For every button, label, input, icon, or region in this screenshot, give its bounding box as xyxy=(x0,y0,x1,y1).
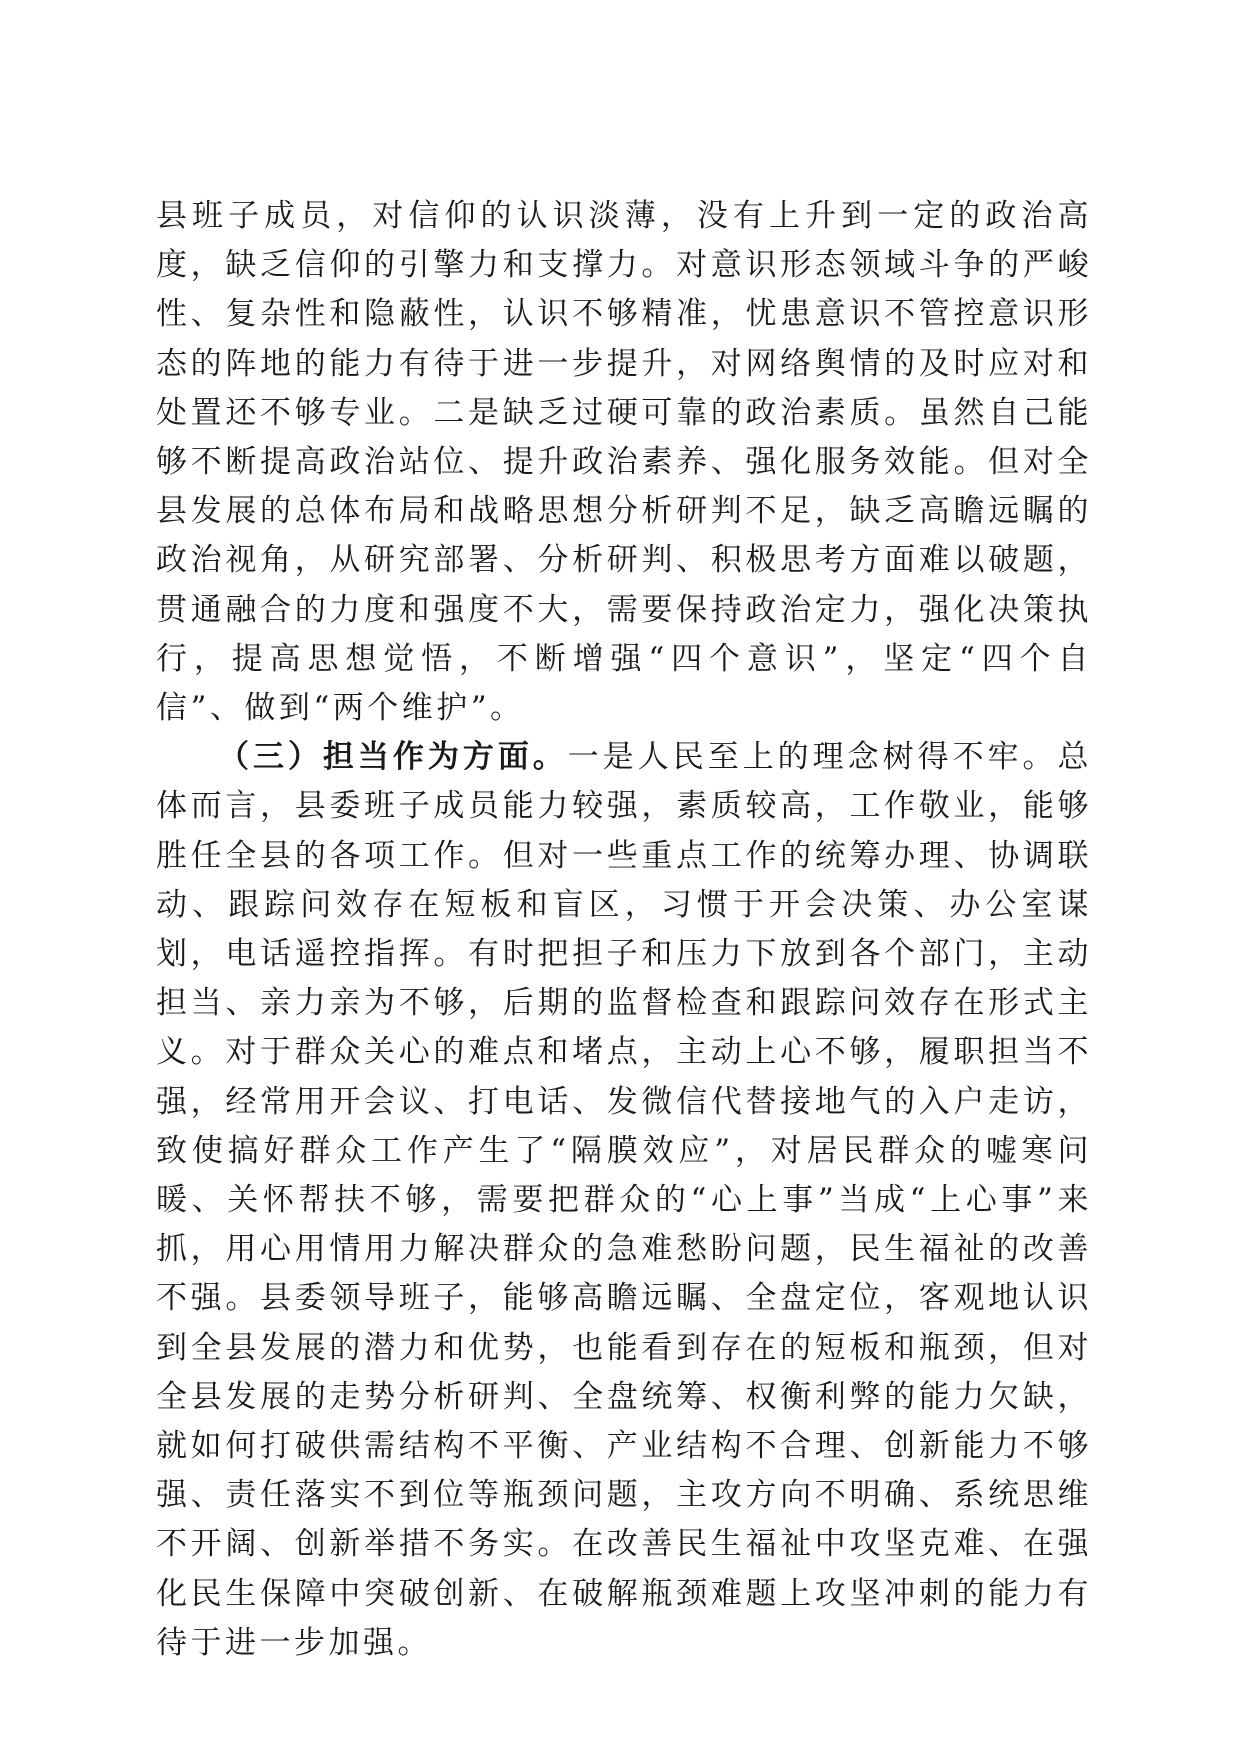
paragraph-text: 一是人民至上的理念树得不牢。总体而言，县委班子成员能力较强，素质较高，工作敬业，能够胜任全县的各项工作。但对一些重点工作的统筹办理、协调联动、跟踪问效存在短板和盲区，习惯于开会决策、办公室谋划，电话遥控指挥。有时把担子和压力下放到各个部门，主动担当、亲力亲为不够，后期的监督检查和跟踪问效存在形式主义。对于群众关心的难点和堵点，主动上心不够，履职担当不强，经常用开会议、打电话、发微信代替接地气的入户走访，致使搞好群众工作产生了“隔膜效应”，对居民群众的嘘寒问暖、关怀帮扶不够，需要把群众的“心上事”当成“上心事”来抓，用心用情用力解决群众的急难愁盼问题，民生福祉的改善不强。县委领导班子，能够高瞻远瞩、全盘定位，客观地认识到全县发展的潜力和优势，也能看到存在的短板和瓶颈，但对全县发展的走势分析研判、全盘统筹、权衡利弊的能力欠缺，就如何打破供需结构不平衡、产业结构不合理、创新能力不够强、责任落实不到位等瓶颈问题，主攻方向不明确、系统思维不开阔、创新举措不务实。在改善民生福祉中攻坚克难、在强化民生保障中突破创新、在破解瓶颈难题上攻坚冲刺的能力有待于进一步加强。 xyxy=(156,739,1093,1661)
paragraph-section-three xyxy=(156,733,1092,1668)
section-heading: （三）担当作为方面。 xyxy=(218,739,568,776)
document-page xyxy=(156,192,1092,1668)
paragraph-text: 县班子成员，对信仰的认识淡薄，没有上升到一定的政治高度，缺乏信仰的引擎力和支撑力。对意识形态领域斗争的严峻性、复杂性和隐蔽性，认识不够精准，忧患意识不管控意识形态的阵地的能力有待于进一步提升，对网络舆情的及时应对和处置还不够专业。二是缺乏过硬可靠的政治素质。虽然自己能够不断提高政治站位、提升政治素养、强化服务效能。但对全县发展的总体布局和战略思想分析研判不足，缺乏高瞻远瞩的政治视角，从研究部署、分析研判、积极思考方面难以破题，贯通融合的力度和强度不大，需要保持政治定力，强化决策执行，提高思想觉悟，不断增强“四个意识”，坚定“四个自信”、做到“两个维护”。 xyxy=(156,198,1092,727)
paragraph-continuation xyxy=(156,192,1092,733)
